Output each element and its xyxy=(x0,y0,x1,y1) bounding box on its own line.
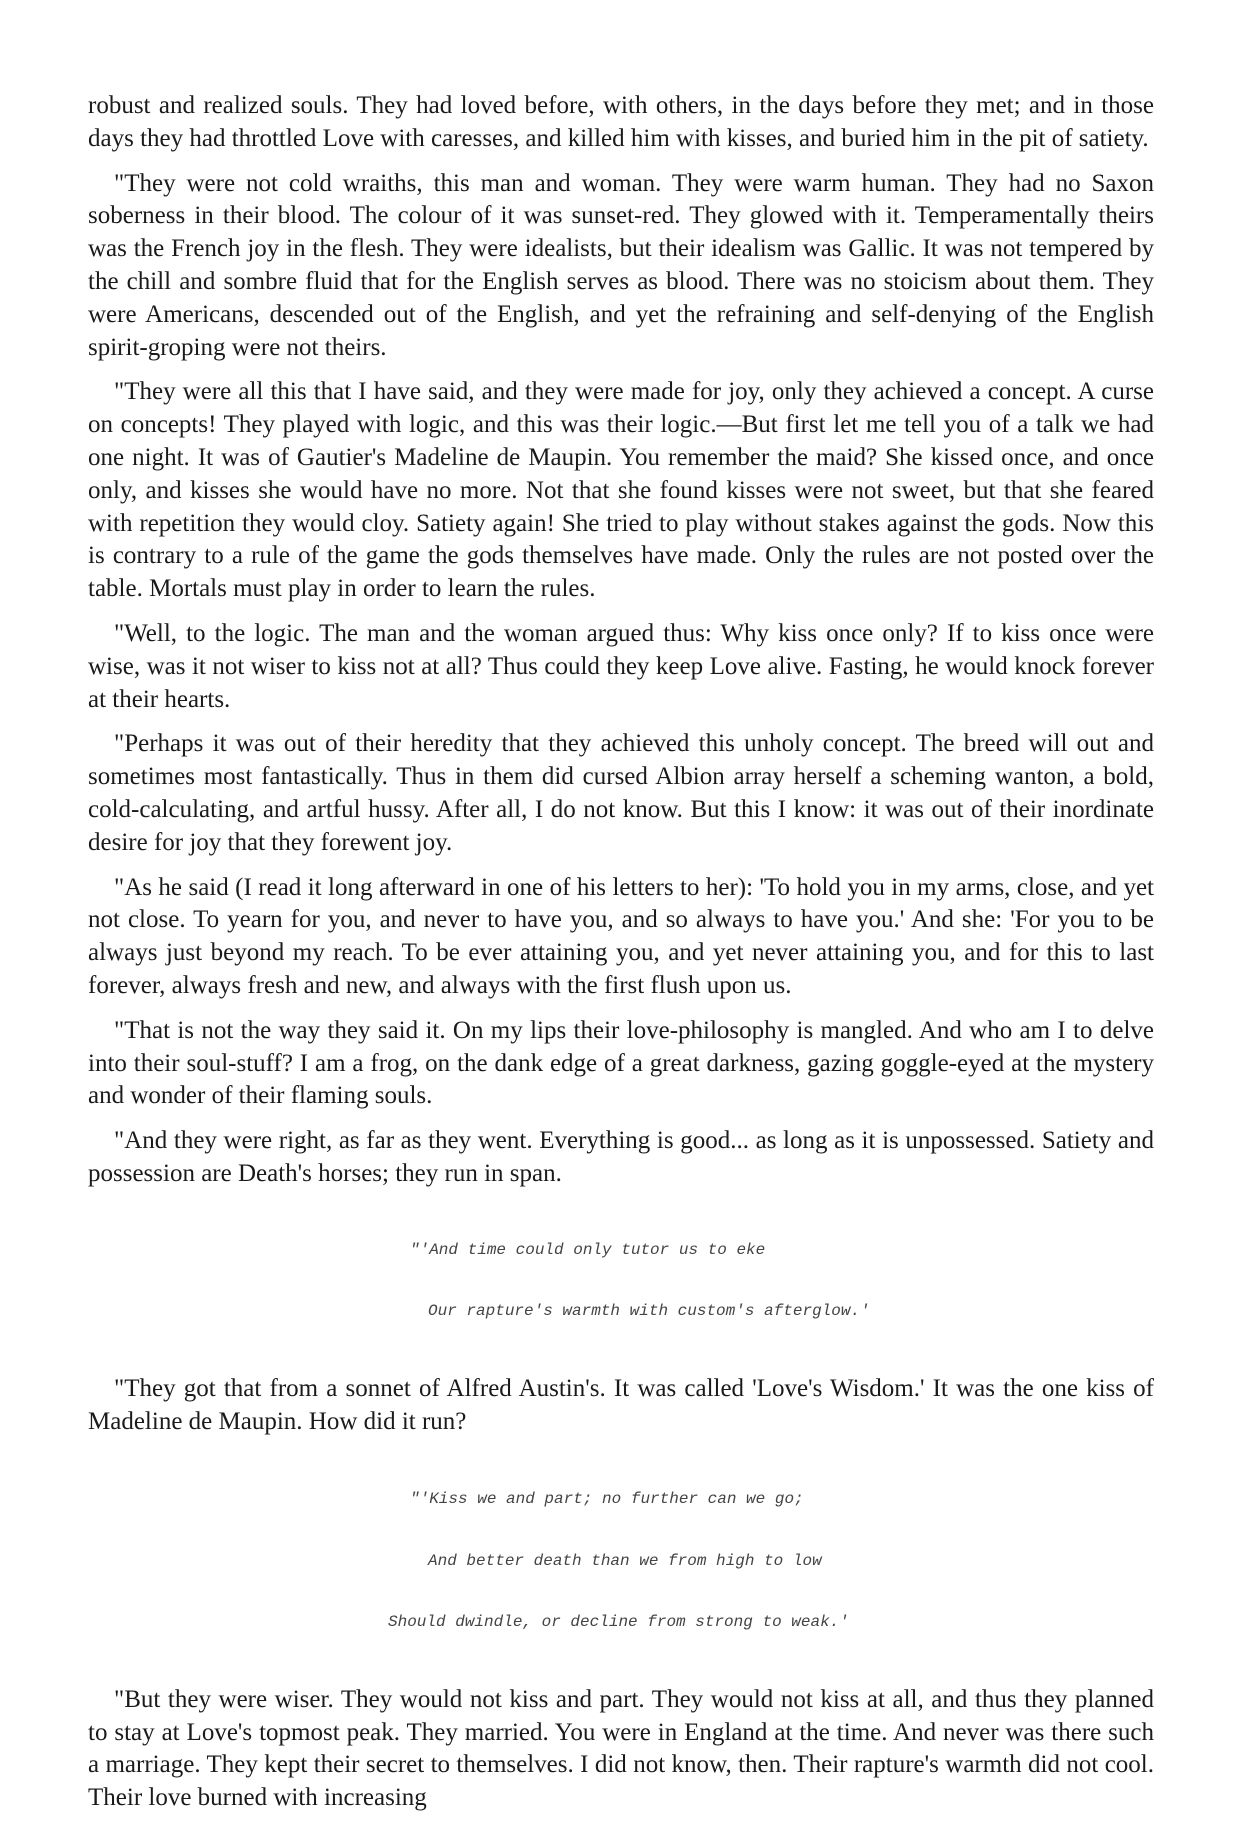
verse-1-line-2: Our rapture's warmth with custom's afterglow.' xyxy=(428,1302,870,1321)
verse-2-line-2: And better death than we from high to low xyxy=(428,1551,822,1570)
verse-2-line-1: "'Kiss we and part; no further can we go; xyxy=(410,1490,804,1509)
document-page xyxy=(88,90,1154,1827)
paragraph-6: "As he said (I read it long afterward in one of his letters to her): 'To hold you in my arms, close, and yet not close. To yearn for you, and never to have you, and so always to have you.' And she: 'For you to be always just beyond my reach. To be ever attaining you, and yet never attaining you, and for this to last forever, always fresh and new, and always with the first flush upon us. xyxy=(88,873,1154,999)
verse-1-line-1: "'And time could only tutor us to eke xyxy=(410,1240,766,1259)
paragraph-10: "But they were wiser. They would not kiss and part. They would not kiss at all, and thus they planned to stay at Love's topmost peak. They married. You were in England at the time. And never was there such a marriage. They kept their secret to themselves. I did not know, then. Their rapture's warmth did not cool. Their love burned with increasing xyxy=(88,1685,1154,1812)
paragraph-1: robust and realized souls. They had loved before, with others, in the days before they met; and in those days they had throttled Love with caresses, and killed him with kisses, and buried him in the pit of satiety. xyxy=(88,92,1154,152)
paragraph-3: "They were all this that I have said, and they were made for joy, only they achieved a concept. A curse on concepts! They played with logic, and this was their logic.—But first let me tell you of a talk we had one night. It was of Gautier's Madeline de Maupin. You remember the maid? She kissed once, and once only, and kisses she would have no more. Not that she found kisses were not sweet, but that she feared with repetition they would cloy. Satiety again! She tried to play without stakes against the gods. Now this is contrary to a rule of the game the gods themselves have made. Only the rules are not posted over the table. Mortals must play in order to learn the rules. xyxy=(88,378,1154,603)
paragraph-7: "That is not the way they said it. On my lips their love-philosophy is mangled. And who am I to delve into their soul-stuff? I am a frog, on the dank edge of a great darkness, gazing goggle-eyed at the mystery and wonder of their flaming souls. xyxy=(88,1016,1154,1110)
paragraph-8: "And they were right, as far as they went. Everything is good... as long as it is unpossessed. Satiety and possession are Death's horses; they run in span. xyxy=(88,1127,1154,1187)
verse-quote-2 xyxy=(88,1448,1154,1674)
paragraph-9: "They got that from a sonnet of Alfred Austin's. It was called 'Love's Wisdom.' It was the one kiss of Madeline de Maupin. How did it run? xyxy=(88,1374,1154,1435)
paragraph-2: "They were not cold wraiths, this man and woman. They were warm human. They had no Saxon soberness in their blood. The colour of it was sunset-red. They glowed with it. Temperamentally theirs was the French joy in the flesh. They were idealists, but their idealism was Gallic. It was not tempered by the chill and sombre fluid that for the English serves as blood. There was no stoicism about them. They were Americans, descended out of the English, and yet the refraining and self-denying of the English spirit-groping were not theirs. xyxy=(88,169,1154,361)
paragraph-4: "Well, to the logic. The man and the woman argued thus: Why kiss once only? If to kiss once were wise, was it not wiser to kiss not at all? Thus could they keep Love alive. Fasting, he would knock forever at their hearts. xyxy=(88,619,1154,713)
verse-2-line-3: Should dwindle, or decline from strong to weak.' xyxy=(388,1613,849,1632)
verse-quote-1 xyxy=(88,1199,1154,1363)
paragraph-5: "Perhaps it was out of their heredity that they achieved this unholy concept. The breed will out and sometimes most fantastically. Thus in them did cursed Albion array herself a scheming wanton, a bold, cold-calculating, and artful hussy. After all, I do not know. But this I know: it was out of their inordinate desire for joy that they forewent joy. xyxy=(88,730,1154,856)
